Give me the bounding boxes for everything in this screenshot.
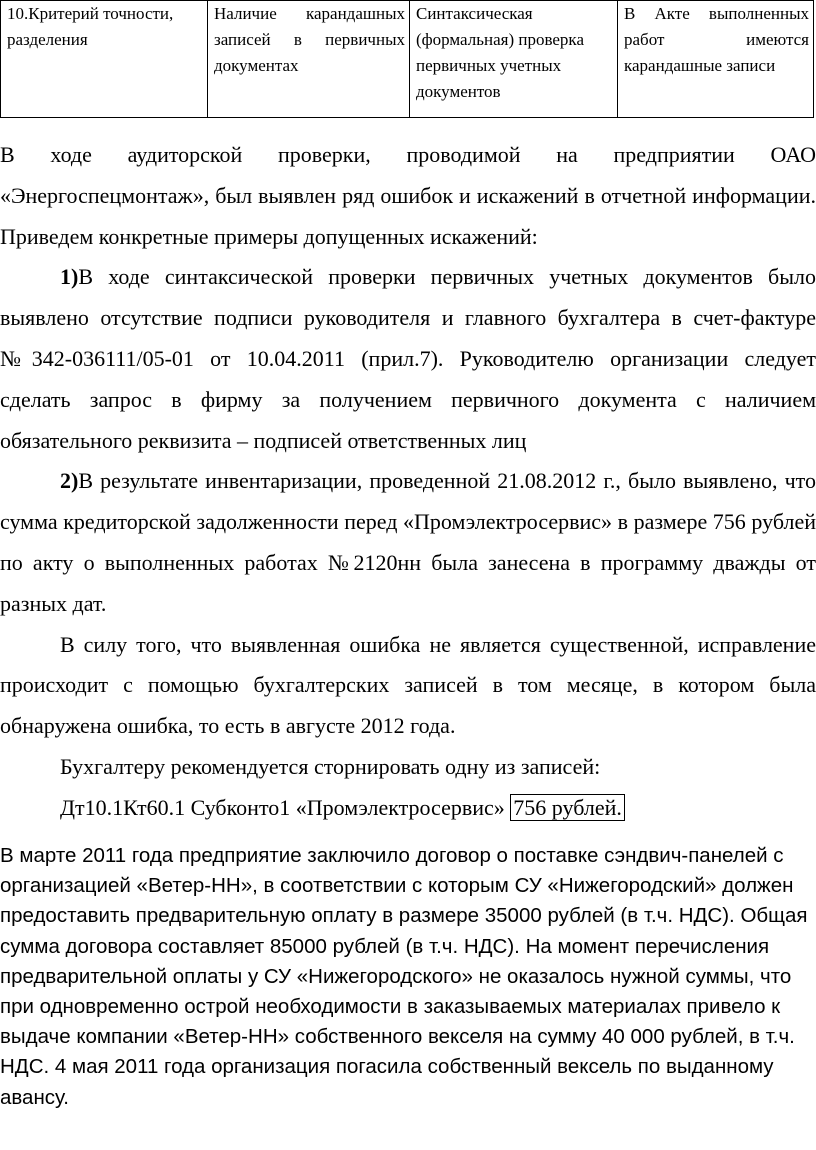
table-cell-procedure: Синтаксическая (формальная) проверка первичных учетных документов <box>410 1 618 118</box>
finding-2-text: В результате инвентаризации, проведенной 21.08.2012 г., было выявлено, что сумма кредиторской задолженности перед «Промэлектросервис» в размере 756 рублей по акту о выполненных работах №2120нн была занесена в программу дважды от разных дат. <box>0 468 816 616</box>
accounting-entry-text: Дт10.1Кт60.1 Субконто1 «Промэлектросервис» <box>60 794 511 820</box>
finding-1-text: В ходе синтаксической проверки первичных учетных документов было выявлено отсутствие подписи руководителя и главного бухгалтера в счет-фактуре №342-036111/05-01 от 10.04.2011 (прил.7). Руководителю организации следует сделать запрос в фирму за получением первичного документа с наличием обязательного реквизита – подписей ответственных лиц <box>0 264 816 453</box>
recommendation-paragraph: Бухгалтеру рекомендуется сторнировать одну из записей: <box>60 753 601 779</box>
table-cell-criterion: 10.Критерий точности, разделения <box>1 1 208 118</box>
finding-1-number: 1) <box>60 264 79 290</box>
criteria-table <box>0 0 814 118</box>
conclusion-paragraph: В силу того, что выявленная ошибка не является существенной, исправление происходит с помощью бухгалтерских записей в том месяце, в котором была обнаружена ошибка, то есть в августе 2012 года. <box>0 631 816 739</box>
finding-1-paragraph <box>0 257 816 461</box>
finding-2-paragraph <box>0 461 816 624</box>
finding-2-number: 2) <box>60 468 79 494</box>
accounting-entry <box>0 788 816 829</box>
intro-paragraph: В ходе аудиторской проверки, проводимой на предприятии ОАО «Энергоспецмонтаж», был выявлен ряд ошибок и искажений в отчетной информации. Приведем конкретные примеры допущенных искажений: <box>0 142 816 249</box>
audit-report <box>0 135 816 829</box>
table-row <box>1 1 814 118</box>
accounting-entry-amount: 756 рублей. <box>510 794 625 821</box>
table-cell-finding: В Акте выполненных работ имеются карандашные записи <box>618 1 814 118</box>
case-paragraph: В марте 2011 года предприятие заключило договор о поставке сэндвич-панелей с организацией «Ветер-НН», в соответствии с которым СУ «Нижегородский» должен предоставить предварительную оплату в размере 35000 рублей (в т.ч. НДС). Общая сумма договора составляет 85000 рублей (в т.ч. НДС). На момент перечисления предварительной оплаты у СУ «Нижегородского» не оказалось нужной суммы, что при одновременно острой необходимости в заказываемых материалах привело к выдаче компании «Ветер-НН» собственного векселя на сумму 40 000 рублей, в т.ч. НДС. 4 мая 2011 года организация погасила собственный вексель по выданному авансу. <box>0 844 808 1109</box>
table-cell-issue: Наличие карандашных записей в первичных документах <box>208 1 410 118</box>
